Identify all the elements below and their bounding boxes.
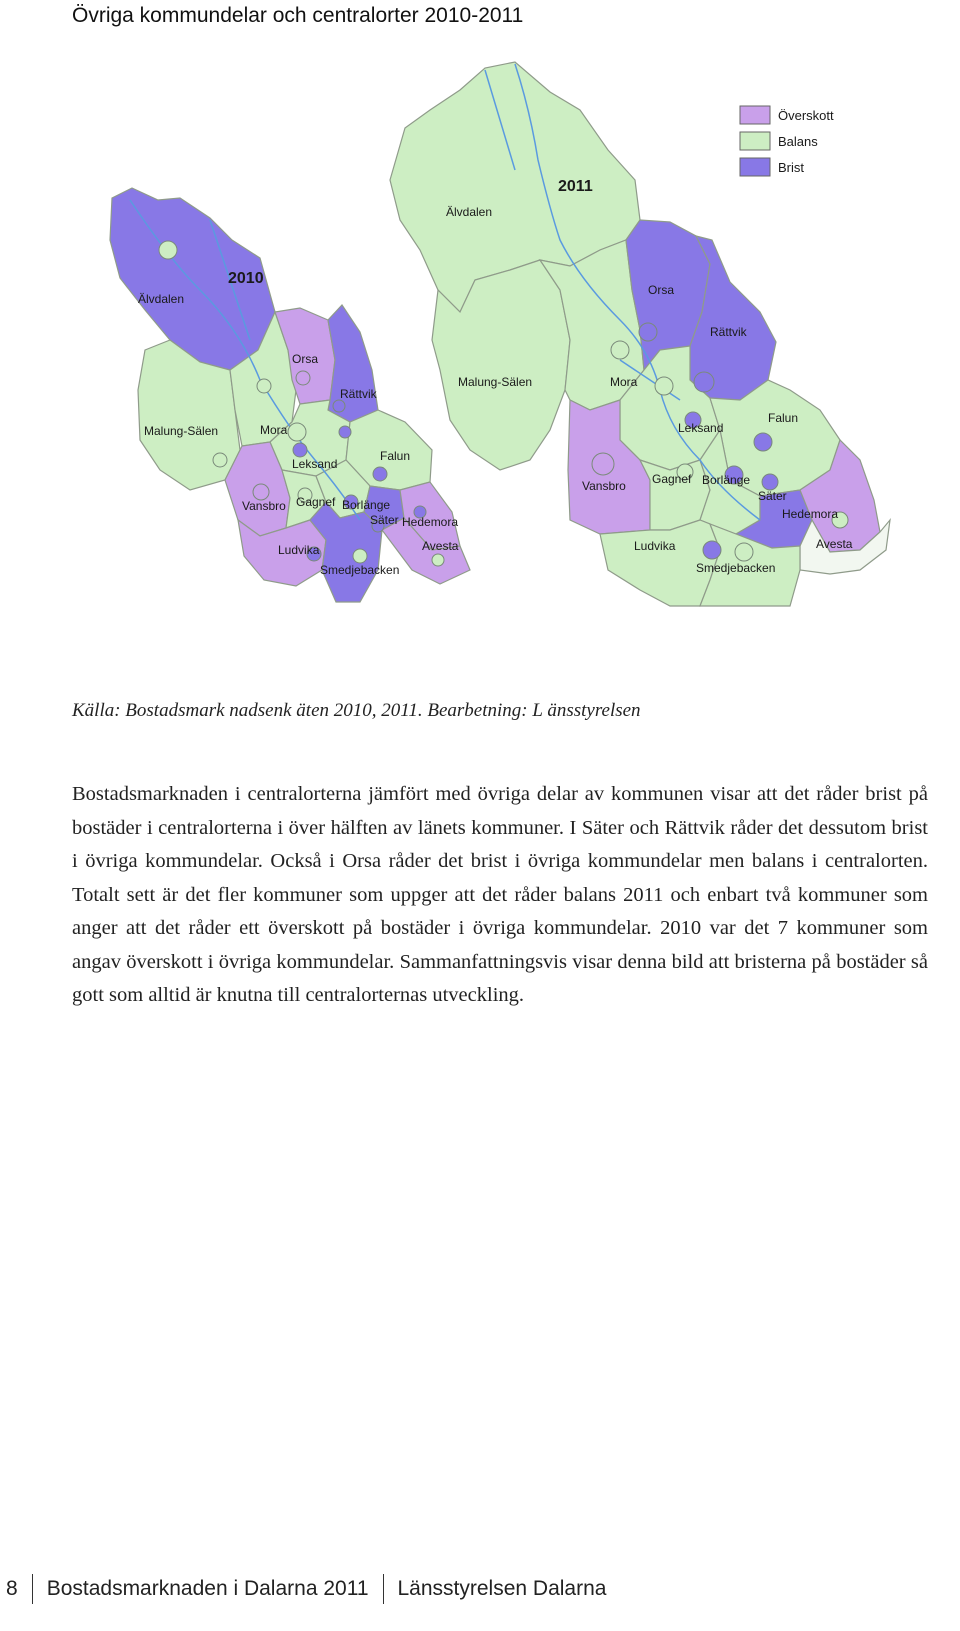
svg-text:Falun: Falun xyxy=(768,411,799,425)
svg-text:Gagnef: Gagnef xyxy=(296,495,336,509)
footer-divider xyxy=(383,1574,384,1604)
year-label-2011: 2011 xyxy=(558,178,593,195)
dot-2011-smedjebacken xyxy=(735,543,753,561)
svg-text:Leksand: Leksand xyxy=(292,457,338,471)
page-number: 8 xyxy=(6,1577,18,1600)
dot-2010-smedjebacken xyxy=(353,549,367,563)
dot-2011-falun xyxy=(754,433,772,451)
legend-swatch-balans xyxy=(740,132,770,150)
svg-text:Hedemora: Hedemora xyxy=(402,515,459,529)
svg-text:Ludvika: Ludvika xyxy=(278,543,320,557)
svg-text:Gagnef: Gagnef xyxy=(652,472,692,486)
dot-2010-mora2 xyxy=(288,423,306,441)
body-paragraph: Bostadsmarknaden i centralorterna jämfört med övriga delar av kommunen visar att det råder brist på bostäder i centralorterna i över hälften av länets kommuner. I Säter och Rättvik råder det dessutom brist i övriga kommundelar. Också i Orsa råder det brist i övriga kommundelar men balans i centralorten. Totalt sett är det fler kommuner som uppger att det råder balans 2011 och enbart två kommuner som anger att det råder ett överskott på bostäder i övriga kommundelar. 2010 var det 7 kommuner som angav överskott i övriga kommundelar. Sammanfattningsvis visar denna bild att bristerna på bostäder så gott som alltid är knutna till centralorternas utveckling. xyxy=(72,783,928,1006)
svg-text:Mora: Mora xyxy=(610,375,638,389)
year-label-2010: 2010 xyxy=(228,270,264,287)
svg-text:Vansbro: Vansbro xyxy=(242,499,286,513)
svg-text:Älvdalen: Älvdalen xyxy=(446,205,493,219)
dot-2011-ludvika xyxy=(703,541,721,559)
map-legend xyxy=(740,106,834,176)
dot-2011-vansbro xyxy=(592,453,614,475)
svg-text:Orsa: Orsa xyxy=(648,283,675,297)
dot-2010-mora xyxy=(257,379,271,393)
svg-text:Säter: Säter xyxy=(758,489,787,503)
svg-text:Smedjebacken: Smedjebacken xyxy=(320,563,400,577)
svg-text:Falun: Falun xyxy=(380,449,411,463)
dot-2010-rattvik xyxy=(333,400,345,412)
svg-text:Borlänge: Borlänge xyxy=(702,473,751,487)
legend-label-brist: Brist xyxy=(778,160,804,175)
dot-2010-vansbro xyxy=(253,484,269,500)
svg-text:Leksand: Leksand xyxy=(678,421,724,435)
dot-2011-mora xyxy=(611,341,629,359)
legend-swatch-overskott xyxy=(740,106,770,124)
dot-2010-avesta xyxy=(432,554,444,566)
footer-publication: Bostadsmarknaden i Dalarna 2011 xyxy=(46,1577,369,1600)
svg-text:Smedjebacken: Smedjebacken xyxy=(696,561,776,575)
svg-text:Malung-Sälen: Malung-Sälen xyxy=(458,375,533,389)
svg-text:Älvdalen: Älvdalen xyxy=(138,292,185,306)
svg-text:Malung-Sälen: Malung-Sälen xyxy=(144,424,219,438)
svg-text:Avesta: Avesta xyxy=(422,539,459,553)
dot-2011-sater xyxy=(762,474,778,490)
dot-2010-alvdalen xyxy=(159,241,177,259)
svg-text:Rättvik: Rättvik xyxy=(340,387,377,401)
region-2011-gagnef xyxy=(640,460,710,530)
svg-text:Avesta: Avesta xyxy=(816,537,853,551)
svg-text:Rättvik: Rättvik xyxy=(710,325,747,339)
legend-swatch-brist xyxy=(740,158,770,176)
legend-label-balans: Balans xyxy=(778,134,818,149)
page-footer xyxy=(6,1572,606,1606)
svg-text:Hedemora: Hedemora xyxy=(782,507,839,521)
dot-2010-falun xyxy=(373,467,387,481)
dot-2010-orsa xyxy=(296,371,310,385)
page-heading: Övriga kommundelar och centralorter 2010-2011 xyxy=(72,4,524,27)
figure-source: Källa: Bostadsmark nadsenk äten 2010, 2011. Bearbetning: L änsstyrelsen xyxy=(72,700,641,721)
dot-2011-orsa xyxy=(639,323,657,341)
svg-text:Ludvika: Ludvika xyxy=(634,539,676,553)
dot-2010-leksand2 xyxy=(339,426,351,438)
legend-label-overskott: Överskott xyxy=(778,108,834,123)
footer-publisher: Länsstyrelsen Dalarna xyxy=(397,1577,607,1600)
dot-2011-leksand xyxy=(655,377,673,395)
dalarna-maps xyxy=(60,50,940,640)
dot-2011-rattvik xyxy=(694,372,714,392)
dot-2010-leksand xyxy=(293,443,307,457)
map-figure xyxy=(60,50,940,640)
footer-divider xyxy=(32,1574,33,1604)
svg-text:Borlänge: Borlänge xyxy=(342,498,391,512)
svg-text:Vansbro: Vansbro xyxy=(582,479,626,493)
svg-text:Orsa: Orsa xyxy=(292,352,319,366)
svg-text:Mora: Mora xyxy=(260,423,288,437)
svg-text:Säter: Säter xyxy=(370,513,399,527)
dot-2010-malung xyxy=(213,453,227,467)
